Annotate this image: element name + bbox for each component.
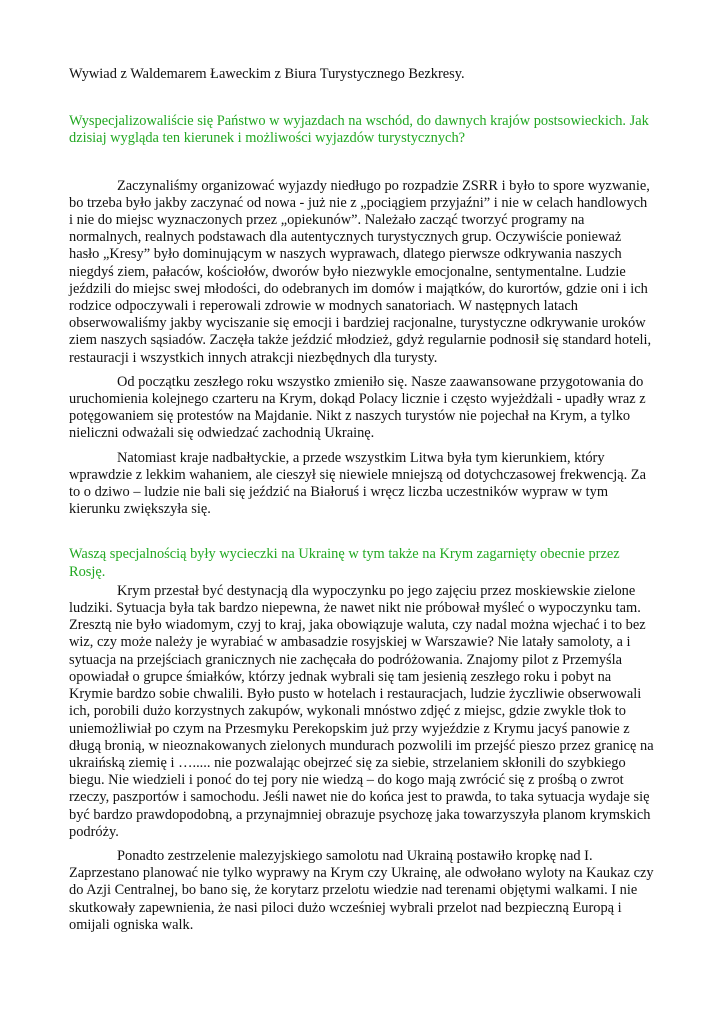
answer-2-paragraph-1: Krym przestał być destynacją dla wypoczynku po jego zajęciu przez moskiewskie zielone ludziki. Sytuacja była tak bardzo niepewna, że nawet nikt nie próbował myśleć o wypoczynku tam. Zresztą nie było wiadomym, czyj to kraj, jaka obowiązuje waluta, czy nadal można wjechać i to bez wiz, czy może należy je wyrabiać w ambasadzie rosyjskiej w Warszawie? Nie latały samoloty, a i sytuacja na przejściach granicznych nie zachęcała do podróżowania. Znajomy pilot z Przemyśla opowiadał o grupce śmiałków, którzy jednak wybrali się tam jesienią zeszłego roku i pobyt na Krymie bardzo sobie chwalili. Było pusto w hotelach i restauracjach, ludzie życzliwie obserwowali ich, porobili dużo korzystnych zakupów, wykonali mnóstwo zdjęć z miejsc, gdzie zwykle tłok to uniemożliwiał po czym na Przesmyku Perekopskim już przy wyjeździe z Krymu jacyś panowie z długą bronią, w nieoznakowanych zielonych mundurach pozwolili im przejść pieszo przez granicę na ukraińską ziemię i …..... nie pozwalając obejrzeć się za siebie, strzelaniem skłonili do szybkiego biegu. Nie wiedzieli i ponoć do tej pory nie wiedzą – do kogo mają zwrócić się z prośbą o zwrot rzeczy, paszportów i samochodu. Jeśli nawet nie do końca jest to prawda, to taka sytuacja wydaje się być bardzo prawdopodobną, a przynajmniej obrazuje psychozę jaka towarzyszyła planom krymskich podróży. bbox=[69, 582, 654, 840]
answer-1-paragraph-3: Natomiast kraje nadbałtyckie, a przede wszystkim Litwa była tym kierunkiem, który wprawdzie z lekkim wahaniem, ale cieszył się niewiele mniejszą od dotychczasowej frekwencją. Za to o dziwo – ludzie nie bali się jeździć na Białoruś i wręcz liczba uczestników wypraw w tym kierunku zwiększyła się. bbox=[69, 449, 646, 518]
answer-1-paragraph-2: Od początku zeszłego roku wszystko zmieniło się. Nasze zaawansowane przygotowania do uruchomienia kolejnego czarteru na Krym, dokąd Polacy licznie i często wyjeżdżali - upadły wraz z potęgowaniem się protestów na Majdanie. Nikt z naszych turystów nie pojechał na Krym, a tylko nieliczni odważali się odwiedzać zachodnią Ukrainę. bbox=[69, 373, 646, 442]
question-2: Waszą specjalnością były wycieczki na Ukrainę w tym także na Krym zagarnięty obecnie przez Rosję. bbox=[69, 546, 620, 580]
interview-intro: Wywiad z Waldemarem Ławeckim z Biura Turystycznego Bezkresy. bbox=[69, 66, 465, 82]
answer-1-paragraph-1: Zaczynaliśmy organizować wyjazdy niedługo po rozpadzie ZSRR i było to spore wyzwanie, bo trzeba było jakby zaczynać od nowa - już nie z „pociągiem przyjaźni” i nie w celach handlowych i nie do miejsc wyznaczonych przez „opiekunów”. Należało zacząć tworzyć programy na normalnych, realnych podstawach dla autentycznych turystycznych grup. Oczywiście ponieważ hasło „Kresy” było dominującym w naszych wyprawach, dlatego pierwsze odkrywania naszych niegdyś ziem, pałaców, kościołów, dworów było niezwykle emocjonalne, sentymentalne. Ludzie jeździli do miejsc swej młodości, do odebranych im domów i majątków, do kurortów, gdzie oni i ich rodzice odpoczywali i reperowali zdrowie w modnych sanatoriach. W następnych latach obserwowaliśmy jakby wyciszanie się emocji i bardziej racjonalne, turystyczne odkrywanie uroków ziem naszych sąsiadów. Zaczęła także jeździć młodzież, gdyż regularnie podnosił się standard hoteli, restauracji i wszystkich innych atrakcji niezbędnych dla turysty. bbox=[69, 177, 652, 366]
answer-2-paragraph-2: Ponadto zestrzelenie malezyjskiego samolotu nad Ukrainą postawiło kropkę nad I. Zaprzestano planować nie tylko wyprawy na Krym czy Ukrainę, ale odwołano wyloty na Kaukaz czy do Azji Centralnej, bo bano się, że korytarz przelotu wiedzie nad terenami objętymi walkami. I nie skutkowały zapewnienia, że nasi piloci dużo wcześniej wybrali przelot nad bezpieczną Europą i omijali ogniska walk. bbox=[69, 847, 654, 933]
question-1: Wyspecjalizowaliście się Państwo w wyjazdach na wschód, do dawnych krajów postsowieckich. Jak dzisiaj wygląda ten kierunek i możliwości wyjazdów turystycznych? bbox=[69, 113, 649, 147]
